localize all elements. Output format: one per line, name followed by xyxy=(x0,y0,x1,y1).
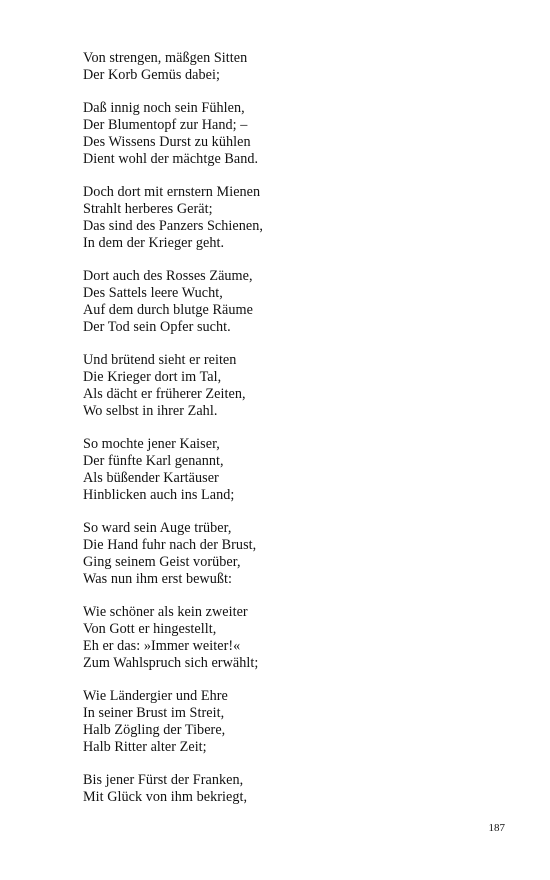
stanza xyxy=(83,50,503,84)
poem-line: In seiner Brust im Streit, xyxy=(83,705,225,722)
poem-line: Als dächt er früherer Zeiten, xyxy=(83,385,246,402)
poem-line: Des Wissens Durst zu kühlen xyxy=(83,133,251,150)
poem-line: Was nun ihm erst bewußt: xyxy=(83,570,233,587)
poem-line: Der Korb Gemüs dabei; xyxy=(83,66,220,83)
poem-line: Die Krieger dort im Tal, xyxy=(83,369,222,386)
poem-line: Das sind des Panzers Schienen, xyxy=(83,217,263,234)
poem-line: Von Gott er hingestellt, xyxy=(83,621,217,638)
poem-body xyxy=(83,50,503,823)
poem-line: Auf dem durch blutge Räume xyxy=(83,301,253,318)
stanza xyxy=(83,772,503,806)
poem-line: Zum Wahlspruch sich erwählt; xyxy=(83,654,259,671)
poem-line: Doch dort mit ernstern Mienen xyxy=(83,184,261,201)
stanza xyxy=(83,100,503,167)
poem-line: Ging seinem Geist vorüber, xyxy=(83,553,241,570)
poem-line: Hinblicken auch ins Land; xyxy=(83,486,235,503)
poem-line: Als büßender Kartäuser xyxy=(83,469,219,486)
poem-line: Bis jener Fürst der Franken, xyxy=(83,772,244,789)
poem-line: Halb Zögling der Tibere, xyxy=(83,721,226,738)
poem-line: Wie Ländergier und Ehre xyxy=(83,688,228,705)
poem-line: Der Blumentopf zur Hand; – xyxy=(83,117,248,134)
stanza xyxy=(83,268,503,335)
stanza xyxy=(83,688,503,755)
poem-line: Wie schöner als kein zweiter xyxy=(83,604,248,621)
stanza xyxy=(83,436,503,503)
poem-line: So ward sein Auge trüber, xyxy=(83,520,232,537)
poem-line: Mit Glück von ihm bekriegt, xyxy=(83,789,248,806)
poem-line: Der Tod sein Opfer sucht. xyxy=(83,318,231,335)
poem-line: Dient wohl der mächtge Band. xyxy=(83,150,259,167)
stanza xyxy=(83,604,503,671)
poem-line: Halb Ritter alter Zeit; xyxy=(83,738,207,755)
poem-line: Und brütend sieht er reiten xyxy=(83,352,237,369)
stanza xyxy=(83,184,503,251)
poem-line: Eh er das: »Immer weiter!« xyxy=(83,637,241,654)
poem-line: So mochte jener Kaiser, xyxy=(83,436,220,453)
poem-line: Des Sattels leere Wucht, xyxy=(83,285,223,302)
poem-line: Dort auch des Rosses Zäume, xyxy=(83,268,253,285)
page-number: 187 xyxy=(488,822,505,834)
poem-line: Daß innig noch sein Fühlen, xyxy=(83,100,245,117)
poem-line: In dem der Krieger geht. xyxy=(83,234,225,251)
stanza xyxy=(83,352,503,419)
stanza xyxy=(83,520,503,587)
poem-line: Der fünfte Karl genannt, xyxy=(83,453,224,470)
poem-line: Von strengen, mäßgen Sitten xyxy=(83,50,248,66)
poem-line: Strahlt herberes Gerät; xyxy=(83,201,213,218)
poem-line: Wo selbst in ihrer Zahl. xyxy=(83,402,218,419)
poem-line: Die Hand fuhr nach der Brust, xyxy=(83,537,257,554)
